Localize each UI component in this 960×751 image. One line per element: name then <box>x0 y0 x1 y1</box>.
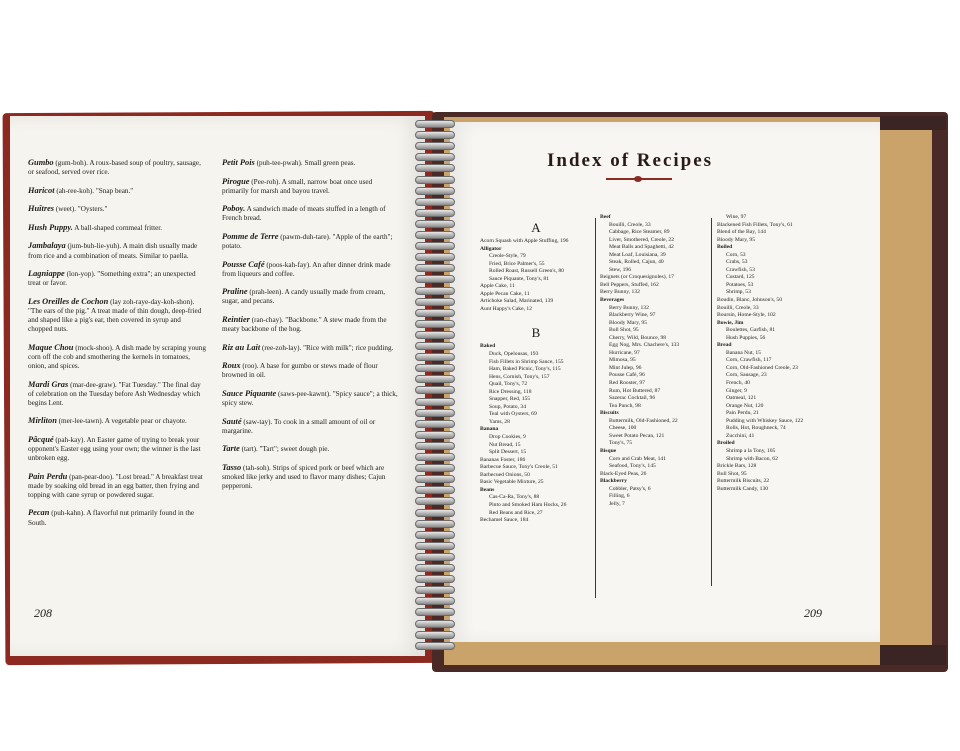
spiral-ring <box>415 164 455 172</box>
index-subentry: Tony's, 75 <box>609 440 632 447</box>
index-category: Beef <box>600 214 611 220</box>
index-subentry: Sauce Piquante, Tony's, 81 <box>489 275 550 282</box>
index-subentry: Boulettes, Garfish, 81 <box>726 327 776 334</box>
glossary-term: Pirogue <box>222 176 250 186</box>
spiral-ring <box>415 509 455 517</box>
glossary-definition: (pan-pear-doo). "Lost bread." A breakfast treat made by soaking old bread in an egg batter, then frying and topping with cane syrup or powdered sugar. <box>28 472 203 499</box>
index-category: Bowie, Jim <box>717 319 744 326</box>
spiral-ring <box>415 242 455 250</box>
spiral-ring <box>415 586 455 594</box>
index-subentry: Cas-Ca-Ra, Tony's, 88 <box>489 494 540 501</box>
index-subentry: Crabs, 53 <box>726 259 748 266</box>
glossary-entry <box>222 417 400 436</box>
glossary-definition: (ah-ree-koh). "Snap bean." <box>54 186 134 195</box>
glossary-term: Tasso <box>222 462 242 472</box>
spiral-ring <box>415 275 455 283</box>
glossary-term: Mardi Gras <box>28 379 69 389</box>
spiral-ring <box>415 142 455 150</box>
spiral-ring <box>415 209 455 217</box>
index-category: Bisque <box>600 447 617 454</box>
spiral-ring <box>415 331 455 339</box>
glossary-definition: (saw-tay). To cook in a small amount of oil or margarine. <box>222 417 376 435</box>
index-subentry: Steak, Rolled, Cajun, 40 <box>609 259 664 266</box>
index-entry: Acorn Squash with Apple Stuffing, 196 <box>480 238 569 244</box>
glossary-definition: (lay zoh-raye-day-koh-shon). "The ears of the pig." A treat made of thin dough, deep-fried and shaped like a pig's ear, then covered in syrup and chopped nuts. <box>28 297 202 334</box>
index-subentry: Tea Punch, 98 <box>609 402 641 409</box>
index-subentry: Zucchini, 41 <box>726 432 755 439</box>
glossary-definition: (weet). "Oysters." <box>54 205 108 214</box>
index-subentry: Jelly, 7 <box>609 500 625 507</box>
index-subentry: Yams, 28 <box>489 418 510 425</box>
glossary-term: Sauté <box>222 416 242 426</box>
index-subentry: Duck, Opelousas, 193 <box>489 351 539 358</box>
glossary-term: Huîtres <box>28 204 55 214</box>
glossary-entry <box>28 158 206 177</box>
index-subentry: Mimosa, 95 <box>609 357 636 364</box>
title-ornament <box>606 178 672 180</box>
index-entry: Boudin, Blanc, Johnson's, 50 <box>717 297 783 304</box>
glossary-entry <box>28 269 206 288</box>
glossary-entry <box>28 186 206 196</box>
index-subentry: Wine, 97 <box>726 214 747 220</box>
index-entry: Basic Vegetable Mixture, 25 <box>480 479 544 486</box>
glossary-entry <box>222 463 400 491</box>
index-subentry: Ham, Baked Picnic, Tony's, 115 <box>489 366 561 373</box>
glossary-definition: (jum-buh-lie-yuh). A main dish usually made from rice and a combination of meats. Similar to paella. <box>28 242 198 260</box>
spiral-ring <box>415 320 455 328</box>
spiral-ring <box>415 264 455 272</box>
glossary-definition: (mock-shoo). A dish made by scraping young corn off the cob and smothering the kernels in tomatoes, onion, and spices. <box>28 343 206 370</box>
index-subentry: Pousse Café, 96 <box>609 372 645 379</box>
spiral-ring <box>415 597 455 605</box>
glossary-entry <box>28 380 206 408</box>
glossary-definition: (mer-lee-tawn). A vegetable pear or chayote. <box>56 417 187 426</box>
glossary-term: Reintier <box>222 315 250 325</box>
glossary-entry <box>28 241 206 260</box>
glossary-entry <box>222 158 400 168</box>
spiral-ring <box>415 453 455 461</box>
index-subentry: Pain Perdu, 21 <box>726 410 759 417</box>
glossary-entry <box>28 204 206 214</box>
glossary-definition: (gum-boh). A roux-based soup of poultry, sausage, or seafood, served over rice. <box>28 159 201 177</box>
glossary-term: Maque Chou <box>28 342 74 352</box>
spiral-ring <box>415 464 455 472</box>
index-subentry: Oatmeal, 121 <box>726 395 757 402</box>
glossary-entry <box>222 260 400 279</box>
glossary-entry <box>28 343 206 371</box>
glossary-term: Pain Perdu <box>28 471 68 481</box>
glossary-definition: (puh-tee-pwah). Small green peas. <box>254 159 356 167</box>
spiral-ring <box>415 442 455 450</box>
spiral-ring <box>415 531 455 539</box>
index-subentry: Rum, Hot Buttered, 87 <box>609 387 661 394</box>
index-entry: Barbecued Onions, 50 <box>480 471 530 478</box>
glossary-definition: A ball-shaped cornmeal fritter. <box>72 223 163 232</box>
index-subentry: Snapper, Red, 155 <box>489 396 531 403</box>
spiral-ring <box>415 220 455 228</box>
index-category: Boiled <box>717 244 733 251</box>
glossary-entry <box>222 315 400 334</box>
glossary-term: Tarte <box>222 444 240 454</box>
glossary-entry <box>28 435 206 463</box>
glossary-definition: A sandwich made of meats stuffed in a length of French bread. <box>222 205 386 223</box>
index-category: Bread <box>717 342 732 349</box>
index-subentry: Sazerac Cocktail, 96 <box>609 395 656 402</box>
glossary-definition: (ree-zoh-lay). "Rice with milk"; rice pudding. <box>260 343 394 352</box>
index-title: Index of Recipes <box>547 150 714 171</box>
index-subentry: Bull Shot, 95 <box>609 327 639 334</box>
index-subentry: Buttermilk, Old-Fashioned, 22 <box>609 417 678 424</box>
glossary-term: Gumbo <box>28 158 54 167</box>
spiral-ring <box>415 553 455 561</box>
index-subentry: Blackberry Wine, 97 <box>609 312 656 319</box>
spiral-ring <box>415 120 455 128</box>
glossary-definition: (mar-dee-graw). "Fat Tuesday." The final day of celebration on the Tuesday before Ash Wednesday which begins Lent. <box>28 380 201 407</box>
index-subentry: Cobbler, Patsy's, 6 <box>609 485 651 492</box>
glossary-entry <box>28 297 206 334</box>
left-page-number: 208 <box>34 606 52 620</box>
index-subentry: Crawfish, 53 <box>726 266 755 273</box>
spiral-ring <box>415 353 455 361</box>
index-entry: Apple Pecan Cake, 11 <box>480 290 530 297</box>
glossary-term: Petit Pois <box>222 158 255 167</box>
glossary-term: Riz au Lait <box>222 342 261 352</box>
spiral-ring <box>415 309 455 317</box>
index-subentry: Nut Bread, 15 <box>489 441 521 448</box>
spiral-ring <box>415 131 455 139</box>
index-subentry: Banana Nut, 15 <box>726 349 761 356</box>
glossary-definition: (prah-leen). A candy usually made from cream, sugar, and pecans. <box>222 288 386 306</box>
index-subentry: Drop Cookies, 9 <box>489 434 526 441</box>
glossary-definition: (puh-kahn). A flavorful nut primarily found in the South. <box>28 509 195 527</box>
spiral-ring <box>415 520 455 528</box>
spiral-ring <box>415 475 455 483</box>
index-entry: Boursin, Home-Style, 102 <box>717 312 776 319</box>
spiral-ring <box>415 342 455 350</box>
index-entry: Bananas Foster, 186 <box>480 456 526 463</box>
spiral-ring <box>415 420 455 428</box>
index-subentry: Stew, 196 <box>609 266 632 273</box>
index-category: Blackberry <box>600 478 628 485</box>
corner-bottom-right <box>880 645 946 665</box>
index-subentry: Orange Nut, 120 <box>726 402 764 409</box>
index-subentry: Corn and Crab Meat, 141 <box>609 455 667 462</box>
index-subentry: Red Beans and Rice, 27 <box>489 509 543 516</box>
corner-top-right <box>880 116 946 130</box>
glossary-term: Les Oreilles de Cochon <box>28 296 109 306</box>
glossary-entry <box>28 472 206 500</box>
glossary-definition: (Pee-roh). A small, narrow boat once used primarily for marsh and bayou travel. <box>222 177 373 195</box>
index-entry: Artichoke Salad, Marinated, 139 <box>480 298 554 305</box>
spiral-ring <box>415 398 455 406</box>
glossary-entry <box>222 389 400 408</box>
spiral-ring <box>415 608 455 616</box>
glossary-entry <box>222 361 400 380</box>
glossary-entry <box>222 232 400 251</box>
index-subentry: Split Dessert, 15 <box>489 449 527 456</box>
index-subentry: Shrimp a la Tony, 105 <box>726 447 776 454</box>
spiral-ring <box>415 375 455 383</box>
index-subentry: Bouilli, Creole, 33 <box>609 221 651 228</box>
glossary-term: Pâcqué <box>28 434 54 444</box>
spiral-ring <box>415 486 455 494</box>
index-subentry: Fish Fillets in Shrimp Sauce, 155 <box>489 358 564 365</box>
index-entry: Blackened Fish Fillets, Tony's, 61 <box>717 221 793 228</box>
spiral-ring <box>415 642 455 650</box>
index-subentry: Rice Dressing, 118 <box>489 388 532 395</box>
index-subentry: Rolls, Hot, Roughneck, 74 <box>726 425 786 432</box>
spiral-ring <box>415 575 455 583</box>
index-entry: Barbecue Sauce, Tony's Creole, 51 <box>480 464 558 471</box>
glossary-column-2 <box>222 158 400 500</box>
glossary-term: Lagniappe <box>28 269 65 279</box>
index-subentry: Seafood, Tony's, 145 <box>609 463 656 470</box>
index-subentry: Quail, Tony's, 72 <box>489 381 528 388</box>
index-entry: Bouilli, Creole, 33 <box>717 304 759 311</box>
index-category: Alligator <box>480 245 502 252</box>
spiral-ring <box>415 153 455 161</box>
right-page-number: 209 <box>804 606 822 620</box>
spiral-ring <box>415 620 455 628</box>
glossary-definition: (poos-kah-fay). An after dinner drink made from liqueurs and coffee. <box>222 260 391 278</box>
index-subentry: Hens, Cornish, Tony's, 157 <box>489 373 550 380</box>
glossary-term: Mirliton <box>28 416 57 426</box>
index-entry: Berry Bunny, 132 <box>600 289 640 296</box>
index-category: Broiled <box>717 440 735 447</box>
index-subentry: Creole-Style, 79 <box>489 253 526 260</box>
index-subentry: Custard, 125 <box>726 274 755 281</box>
glossary-term: Pomme de Terre <box>222 231 279 241</box>
spiral-ring <box>415 542 455 550</box>
index-subentry: Hush Puppies, 56 <box>726 334 766 341</box>
index-subentry: Egg Nog, Mrs. Chachere's, 133 <box>609 342 680 349</box>
glossary-definition: (pah-kay). An Easter game of trying to break your opponent's Easter egg using your own; the winner is the last unbroken egg. <box>28 435 201 463</box>
index-subentry: Fried, Brice Palmer's, 55 <box>489 260 545 267</box>
index-subentry: Cherry, Wild, Bounce, 98 <box>609 334 667 341</box>
spiral-ring <box>415 409 455 417</box>
index-entry: Bloody Mary, 95 <box>717 236 756 243</box>
index-entry: Apple Cake, 11 <box>480 283 515 290</box>
index-entry: Bull Shot, 95 <box>717 470 747 477</box>
glossary-term: Pousse Café <box>222 259 265 269</box>
spiral-ring <box>415 176 455 184</box>
spiral-binding <box>415 120 455 660</box>
glossary-column-1 <box>28 158 206 536</box>
glossary-entry <box>222 444 400 454</box>
spiral-ring <box>415 497 455 505</box>
index-subentry: Pinto and Smoked Ham Hocks, 26 <box>489 501 567 508</box>
index-category: Biscuits <box>600 410 619 417</box>
glossary-term: Poboy. <box>222 204 246 214</box>
index-subentry: Liver, Smothered, Creole, 22 <box>609 236 675 243</box>
index-letter-heading: A <box>531 220 541 235</box>
glossary-entry <box>28 416 206 426</box>
spiral-ring <box>415 386 455 394</box>
spiral-ring <box>415 231 455 239</box>
index-column-1 <box>480 220 592 525</box>
spiral-ring <box>415 298 455 306</box>
index-subentry: Shrimp with Bacon, 62 <box>726 455 778 462</box>
glossary-term: Praline <box>222 287 248 297</box>
spiral-ring <box>415 364 455 372</box>
index-subentry: Corn, Crawfish, 117 <box>726 357 772 364</box>
glossary-term: Sauce Piquante <box>222 389 277 398</box>
index-subentry: Corn, 53 <box>726 251 746 258</box>
index-letter-heading: B <box>531 325 541 341</box>
index-category: Beans <box>480 486 495 493</box>
index-category: Banana <box>480 426 499 433</box>
index-subentry: Bloody Mary, 95 <box>609 319 648 326</box>
index-column-3 <box>717 214 829 493</box>
glossary-definition: (lon-yop). "Something extra"; an unexpected treat or favor. <box>28 270 196 288</box>
index-entry: Blend of the Bay, 144 <box>717 229 766 236</box>
index-subentry: Cabbage, Rice Steamer, 89 <box>609 229 670 236</box>
index-subentry: Meat Balls and Spaghetti, 42 <box>609 244 674 251</box>
glossary-term: Hush Puppy. <box>28 222 73 232</box>
index-entry: Beignets (or Croquesignoles), 17 <box>600 274 674 281</box>
glossary-term: Roux <box>222 361 241 371</box>
glossary-definition: (tah-soh). Strips of spiced pork or beef which are smoked like jerky and used to flavor many dishes; Cajun pepperoni. <box>222 463 386 491</box>
index-entry: Aunt Happy's Cake, 12 <box>480 305 532 312</box>
index-subentry: Pudding with Whiskey Sauce, 122 <box>726 417 804 424</box>
glossary-entry <box>28 508 206 527</box>
glossary-entry <box>222 177 400 196</box>
index-entry: Brickle Bars, 128 <box>717 463 757 470</box>
glossary-term: Pecan <box>28 508 50 518</box>
spiral-ring <box>415 187 455 195</box>
glossary-entry <box>28 223 206 233</box>
index-entry: Bell Peppers, Stuffed, 162 <box>600 281 659 288</box>
spiral-ring <box>415 253 455 261</box>
index-category: Beverages <box>600 297 625 304</box>
glossary-definition: (saws-pee-kawnt). "Spicy sauce"; a thick, spicy stew. <box>222 390 398 408</box>
index-entry: Black-Eyed Peas, 26 <box>600 470 647 477</box>
glossary-entry <box>222 287 400 306</box>
glossary-term: Haricot <box>28 185 55 195</box>
index-column-2 <box>600 214 712 508</box>
index-subentry: Shrimp, 53 <box>726 289 751 296</box>
index-category: Baked <box>480 343 496 350</box>
spiral-ring <box>415 564 455 572</box>
index-subentry: Teal with Oysters, 69 <box>489 411 537 418</box>
glossary-definition: (ran-chay). "Backbone." A stew made from the meaty backbone of the hog. <box>222 316 387 334</box>
index-subentry: Rolled Roast, Russell Green's, 80 <box>489 268 564 275</box>
glossary-term: Jambalaya <box>28 241 66 251</box>
index-subentry: Meat Loaf, Louisiana, 39 <box>609 251 666 258</box>
index-subentry: Red Rooster, 97 <box>609 380 645 387</box>
glossary-entry <box>222 343 400 353</box>
index-subentry: French, 40 <box>726 380 750 387</box>
spiral-ring <box>415 287 455 295</box>
index-subentry: Mint Julep, 96 <box>609 364 642 371</box>
spiral-ring <box>415 431 455 439</box>
glossary-definition: (pawm-duh-tare). "Apple of the earth"; potato. <box>222 232 393 251</box>
index-subentry: Sweet Potato Pecan, 121 <box>609 432 665 439</box>
spiral-ring <box>415 198 455 206</box>
column-divider-1 <box>595 218 596 598</box>
index-subentry: Soup, Potato, 34 <box>489 403 526 410</box>
index-subentry: Hurricane, 97 <box>609 349 640 356</box>
index-entry: Buttermilk Candy, 130 <box>717 485 769 492</box>
index-subentry: Berry Bunny, 132 <box>609 304 649 311</box>
index-subentry: Corn, Sausage, 23 <box>726 372 767 379</box>
glossary-definition: (tart). "Tart"; sweet dough pie. <box>239 445 330 454</box>
index-subentry: Ginger, 9 <box>726 387 747 394</box>
index-entry: Buttermilk Biscuits, 22 <box>717 478 770 485</box>
spiral-ring <box>415 631 455 639</box>
index-entry: Bechamel Sauce, 184 <box>480 517 529 524</box>
index-subentry: Filling, 6 <box>609 493 630 500</box>
index-subentry: Cheese, 100 <box>609 425 637 432</box>
index-subentry: Potatoes, 53 <box>726 281 754 288</box>
glossary-entry <box>222 204 400 223</box>
index-subentry: Corn, Old-Fashioned Creole, 23 <box>726 364 798 371</box>
glossary-definition: (roo). A base for gumbo or stews made of flour browned in oil. <box>222 362 378 380</box>
